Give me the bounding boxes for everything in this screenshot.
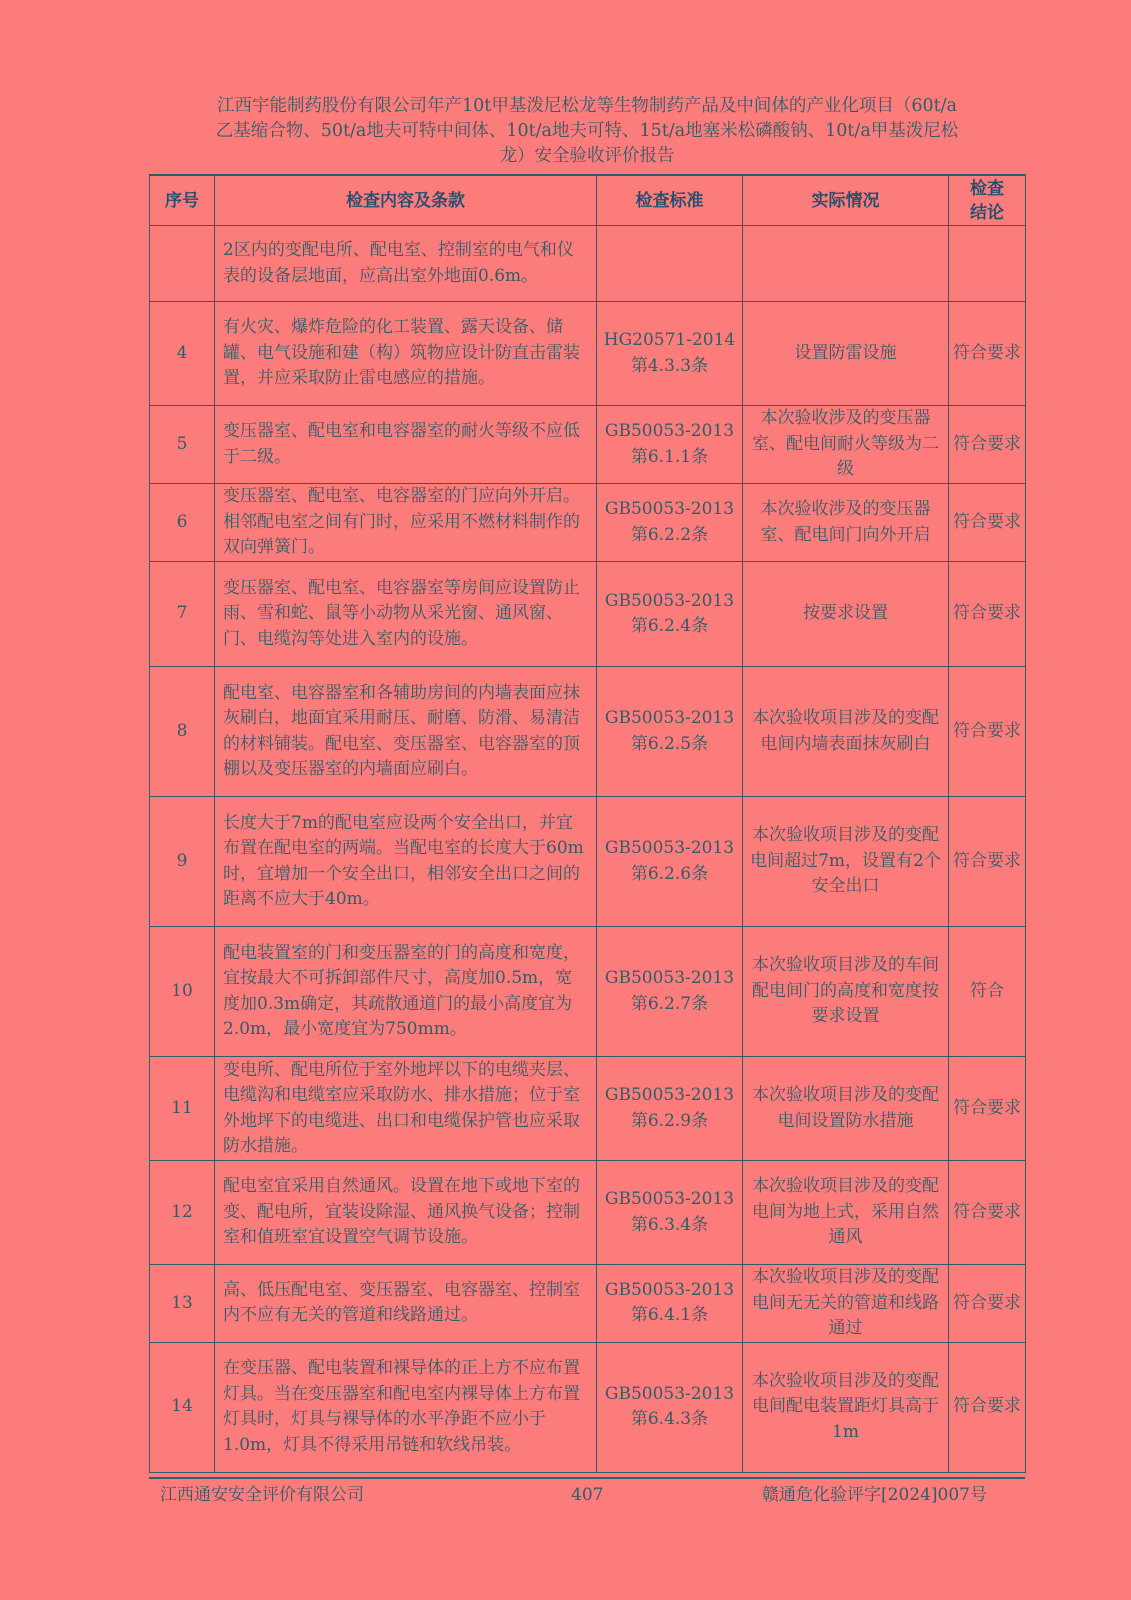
row-content: 配电室、电容器室和各辅助房间的内墙表面应抹灰刷白，地面宜采用耐压、耐磨、防滑、易清洁的材料铺装。配电室、变压器室、电容器室的顶棚以及变压器室的内墙面应刷白。 [215,667,597,797]
column-header-standard: 检查标准 [597,175,743,226]
row-actual: 本次验收涉及的变压器室、配电间耐火等级为二级 [743,406,949,484]
table-row [150,226,1026,302]
table-row [150,406,1026,484]
column-header-no: 序号 [150,175,215,226]
table-header-row [150,175,1026,226]
row-result: 符合要求 [949,484,1026,562]
row-number: 6 [150,484,215,562]
row-number: 10 [150,927,215,1057]
row-actual: 本次验收项目涉及的变配电间超过7m，设置有2个安全出口 [743,797,949,927]
table-row [150,1265,1026,1343]
row-actual: 本次验收项目涉及的变配电间为地上式，采用自然通风 [743,1161,949,1265]
row-number: 5 [150,406,215,484]
column-header-actual: 实际情况 [743,175,949,226]
row-number: 9 [150,797,215,927]
row-number: 11 [150,1057,215,1161]
row-number: 12 [150,1161,215,1265]
row-actual: 本次验收涉及的变压器室、配电间门向外开启 [743,484,949,562]
row-standard: GB50053-2013第6.3.4条 [597,1161,743,1265]
table-row [150,667,1026,797]
footer-divider [149,1477,1025,1479]
row-result: 符合要求 [949,302,1026,406]
row-actual [743,226,949,302]
row-content: 变压器室、配电室和电容器室的耐火等级不应低于二级。 [215,406,597,484]
inspection-table-container [149,174,1025,1473]
row-result: 符合要求 [949,406,1026,484]
report-title [150,94,1024,169]
row-content: 配电室宜采用自然通风。设置在地下或地下室的变、配电所，宜装设除湿、通风换气设备；控制室和值班室宜设置空气调节设施。 [215,1161,597,1265]
row-result [949,226,1026,302]
column-header-content: 检查内容及条款 [215,175,597,226]
row-content: 配电装置室的门和变压器室的门的高度和宽度，宜按最大不可拆卸部件尺寸，高度加0.5m，宽度加0.3m确定，其疏散通道门的最小高度宜为2.0m，最小宽度宜为750mm。 [215,927,597,1057]
row-standard: GB50053-2013第6.2.6条 [597,797,743,927]
footer-company: 江西通安安全评价有限公司 [160,1485,364,1505]
report-title-line-1: 江西宇能制药股份有限公司年产10t甲基泼尼松龙等生物制药产品及中间体的产业化项目（60t/a [217,96,957,116]
column-header-result [949,175,1026,226]
table-row [150,927,1026,1057]
row-content: 2区内的变配电所、配电室、控制室的电气和仪表的设备层地面，应高出室外地面0.6m。 [215,226,597,302]
row-result: 符合要求 [949,667,1026,797]
row-standard [597,226,743,302]
row-result: 符合要求 [949,1057,1026,1161]
row-number [150,226,215,302]
table-row [150,302,1026,406]
table-row [150,1161,1026,1265]
row-number: 4 [150,302,215,406]
row-standard: GB50053-2013第6.2.4条 [597,562,743,667]
row-number: 8 [150,667,215,797]
row-number: 13 [150,1265,215,1343]
table-row [150,1342,1026,1472]
row-actual: 本次验收项目涉及的车间配电间门的高度和宽度按要求设置 [743,927,949,1057]
row-result: 符合要求 [949,1265,1026,1343]
row-number: 7 [150,562,215,667]
footer-page-number: 407 [571,1485,604,1505]
row-standard: HG20571-2014第4.3.3条 [597,302,743,406]
row-actual: 本次验收项目涉及的变配电间设置防水措施 [743,1057,949,1161]
row-standard: GB50053-2013第6.2.7条 [597,927,743,1057]
row-standard: GB50053-2013第6.2.2条 [597,484,743,562]
row-actual: 设置防雷设施 [743,302,949,406]
table-row [150,484,1026,562]
row-standard: GB50053-2013第6.4.1条 [597,1265,743,1343]
row-result: 符合 [949,927,1026,1057]
table-row [150,1057,1026,1161]
row-content: 变压器室、配电室、电容器室的门应向外开启。相邻配电室之间有门时，应采用不燃材料制作的双向弹簧门。 [215,484,597,562]
report-title-line-3: 龙）安全验收评价报告 [499,146,675,166]
row-result: 符合要求 [949,1342,1026,1472]
row-actual: 本次验收项目涉及的变配电间无无关的管道和线路通过 [743,1265,949,1343]
row-actual: 本次验收项目涉及的变配电间配电装置距灯具高于1m [743,1342,949,1472]
table-row [150,562,1026,667]
row-content: 变电所、配电所位于室外地坪以下的电缆夹层、电缆沟和电缆室应采取防水、排水措施；位于室外地坪下的电缆进、出口和电缆保护管也应采取防水措施。 [215,1057,597,1161]
row-actual: 按要求设置 [743,562,949,667]
row-standard: GB50053-2013第6.1.1条 [597,406,743,484]
row-number: 14 [150,1342,215,1472]
inspection-table [149,174,1026,1473]
row-content: 高、低压配电室、变压器室、电容器室、控制室内不应有无关的管道和线路通过。 [215,1265,597,1343]
row-standard: GB50053-2013第6.2.5条 [597,667,743,797]
row-result: 符合要求 [949,797,1026,927]
row-content: 长度大于7m的配电室应设两个安全出口，并宜布置在配电室的两端。当配电室的长度大于60m时，宜增加一个安全出口，相邻安全出口之间的距离不应大于40m。 [215,797,597,927]
row-content: 变压器室、配电室、电容器室等房间应设置防止雨、雪和蛇、鼠等小动物从采光窗、通风窗、门、电缆沟等处进入室内的设施。 [215,562,597,667]
row-result: 符合要求 [949,1161,1026,1265]
row-actual: 本次验收项目涉及的变配电间内墙表面抹灰刷白 [743,667,949,797]
row-content: 有火灾、爆炸危险的化工装置、露天设备、储罐、电气设施和建（构）筑物应设计防直击雷装置，并应采取防止雷电感应的措施。 [215,302,597,406]
row-content: 在变压器、配电装置和裸导体的正上方不应布置灯具。当在变压器室和配电室内裸导体上方布置灯具时，灯具与裸导体的水平净距不应小于1.0m，灯具不得采用吊链和软线吊装。 [215,1342,597,1472]
table-row [150,797,1026,927]
row-standard: GB50053-2013第6.2.9条 [597,1057,743,1161]
row-standard: GB50053-2013第6.4.3条 [597,1342,743,1472]
footer-document-number: 赣通危化验评字[2024]007号 [762,1485,987,1505]
row-result: 符合要求 [949,562,1026,667]
column-header-result-text: 检查结论 [970,178,1004,223]
report-title-line-2: 乙基缩合物、50t/a地夫可特中间体、10t/a地夫可特、15t/a地塞米松磷酸钠、10t/a甲基泼尼松 [215,121,959,141]
